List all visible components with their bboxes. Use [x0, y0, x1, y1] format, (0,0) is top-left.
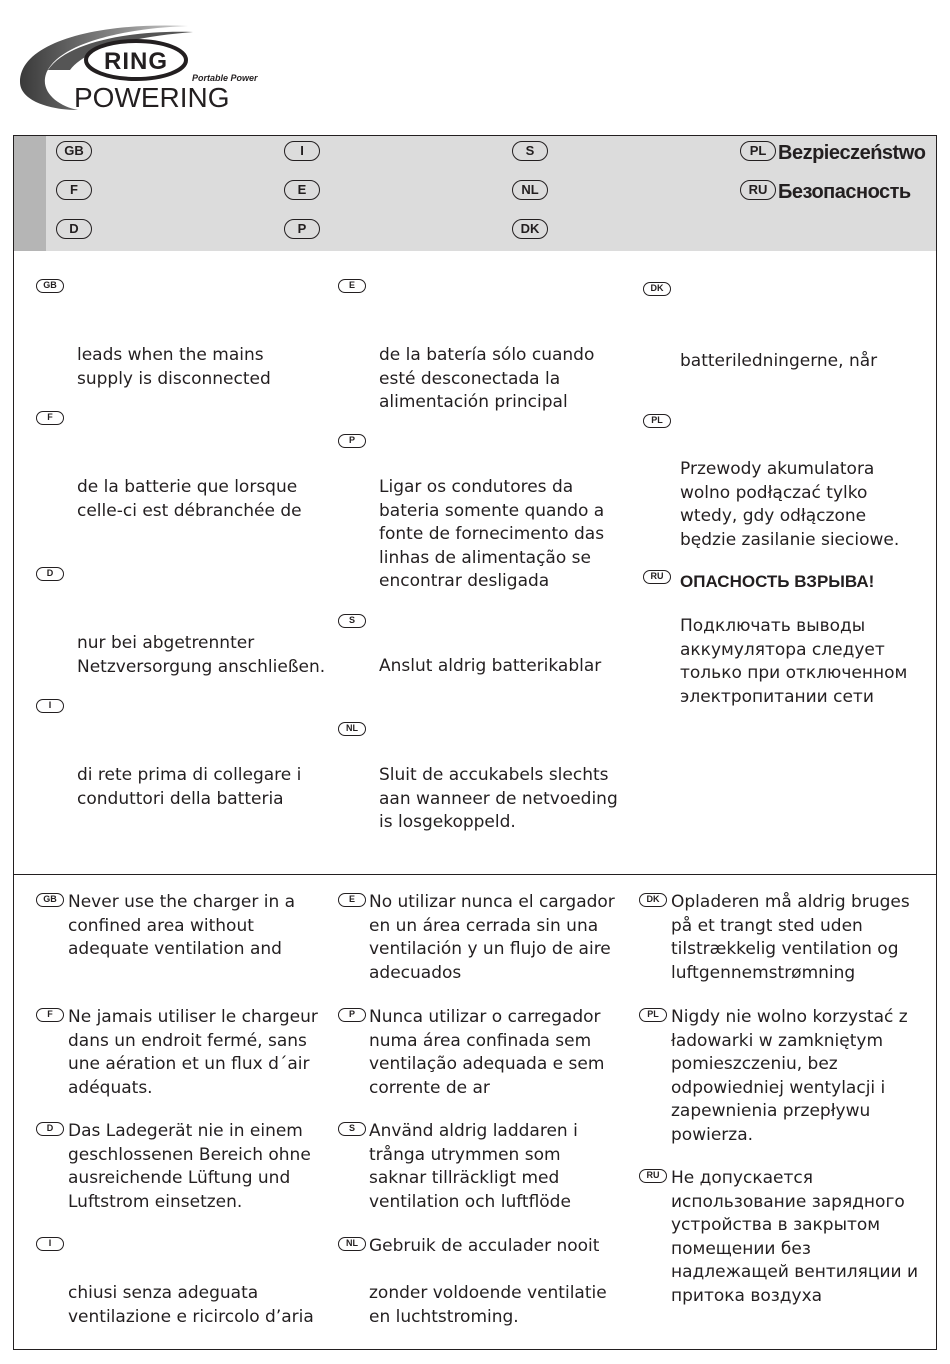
- lang-badge-gb: GB: [56, 141, 92, 161]
- lang-badge-i: I: [284, 141, 320, 161]
- s2-nl-text-1: Gebruik de acculader nooit: [369, 1236, 600, 1256]
- s2-ru-text: Не допускается использование зарядного устройства в закрытом помещении без надлежащей вентиляции и притока воздуха: [671, 1168, 919, 1306]
- s1-badge-p: P: [338, 434, 366, 448]
- s1-s-text: Anslut aldrig batterikablar: [379, 656, 602, 676]
- s2-gb-text: Never use the charger in a confined area without adequate ventilation and: [68, 892, 296, 959]
- s2-badge-s: S: [338, 1122, 366, 1136]
- s1-badge-e: E: [338, 279, 366, 293]
- s2-badge-pl: PL: [639, 1008, 667, 1022]
- s2-badge-nl: NL: [338, 1237, 366, 1251]
- s2-badge-dk: DK: [639, 893, 667, 907]
- lang-badge-p: P: [284, 219, 320, 239]
- s1-f-text: de la batterie que lorsque celle-ci est débranchée de: [77, 477, 302, 521]
- s1-badge-dk: DK: [643, 282, 671, 296]
- s1-i-text: di rete prima di collegare i conduttori della batteria: [77, 765, 302, 809]
- s1-pl-text: Przewody akumulatora wolno podłączać tylko wtedy, gdy odłączone będzie zasilanie sieciowe.: [680, 459, 900, 550]
- pl-safety-title: Bezpieczeństwo: [778, 142, 926, 164]
- s1-badge-pl: PL: [643, 414, 671, 428]
- s2-i-text: chiusi senza adeguata ventilazione e ricircolo d’aria: [68, 1283, 314, 1327]
- s2-badge-f: F: [36, 1008, 64, 1022]
- s1-badge-ru: RU: [643, 570, 671, 584]
- s1-nl-text: Sluit de accukabels slechts aan wanneer de netvoeding is losgekoppeld.: [379, 765, 618, 832]
- lang-badge-s: S: [512, 141, 548, 161]
- s2-pl-text: Nigdy nie wolno korzystać z ładowarki w zamkniętym pomieszczeniu, bez odpowiedniej wentylacji i zapewnienia przepływu powierza.: [671, 1007, 908, 1145]
- logo-brand: RING: [104, 48, 168, 75]
- s1-gb-text: leads when the mains supply is disconnected: [77, 345, 271, 389]
- s1-badge-d: D: [36, 567, 64, 581]
- s1-ru-heading: ОПАСНОСТЬ ВЗРЫВА!: [680, 572, 875, 591]
- s1-e-text: de la batería sólo cuando esté desconectada la alimentación principal: [379, 345, 595, 412]
- logo-tagline: Portable Power: [192, 73, 258, 83]
- s2-badge-d: D: [36, 1122, 64, 1136]
- s2-nl-text-2: zonder voldoende ventilatie en luchtstroming.: [369, 1283, 607, 1327]
- s2-badge-i: I: [36, 1237, 64, 1251]
- s1-p-text: Ligar os condutores da bateria somente quando a fonte de fornecimento das linhas de alimentação se encontrar desligada: [379, 477, 605, 591]
- s2-p-text: Nunca utilizar o carregador numa área confinada sem ventilação adequada e sem corrente de ar: [369, 1007, 605, 1098]
- ru-safety-title: Безопасность: [778, 181, 911, 203]
- lang-badge-nl: NL: [512, 180, 548, 200]
- s1-d-text: nur bei abgetrennter Netzversorgung anschließen.: [77, 633, 326, 677]
- section-divider: [14, 874, 936, 875]
- s1-badge-f: F: [36, 411, 64, 425]
- header-accent-bar: [14, 136, 46, 251]
- s2-dk-text: Opladeren må aldrig bruges på et trangt sted uden tilstrækkelig ventilation og luftgennemstrømning: [671, 892, 910, 983]
- s2-badge-ru: RU: [639, 1169, 667, 1183]
- s2-badge-gb: GB: [36, 893, 64, 907]
- s2-d-text: Das Ladegerät nie in einem geschlossenen Bereich ohne ausreichende Lüftung und Luftstrom einsetzen.: [68, 1121, 311, 1212]
- s1-badge-gb: GB: [36, 279, 64, 293]
- s2-badge-p: P: [338, 1008, 366, 1022]
- lang-badge-f: F: [56, 180, 92, 200]
- logo-wordmark: POWERING: [74, 82, 230, 113]
- lang-badge-d: D: [56, 219, 92, 239]
- s1-badge-i: I: [36, 699, 64, 713]
- s2-badge-e: E: [338, 893, 366, 907]
- s1-ru-text: Подключать выводы аккумулятора следует только при отключенном электропитании сети: [680, 616, 908, 707]
- s2-s-text: Använd aldrig laddaren i trånga utrymmen som saknar tillräckligt med ventilation och luftflöde: [369, 1121, 578, 1212]
- lang-badge-e: E: [284, 180, 320, 200]
- s2-e-text: No utilizar nunca el cargador en un área cerrada sin una ventilación y un flujo de aire adecuados: [369, 892, 615, 983]
- s1-badge-nl: NL: [338, 722, 366, 736]
- s2-f-text: Ne jamais utiliser le chargeur dans un endroit fermé, sans une aération et un flux d´air adéquats.: [68, 1007, 318, 1098]
- lang-badge-pl: PL: [740, 141, 776, 161]
- s1-badge-s: S: [338, 614, 366, 628]
- s1-dk-text: batteriledningerne, når: [680, 351, 878, 371]
- lang-badge-dk: DK: [512, 219, 548, 239]
- ring-powering-logo: [18, 22, 288, 112]
- lang-badge-ru: RU: [740, 180, 776, 200]
